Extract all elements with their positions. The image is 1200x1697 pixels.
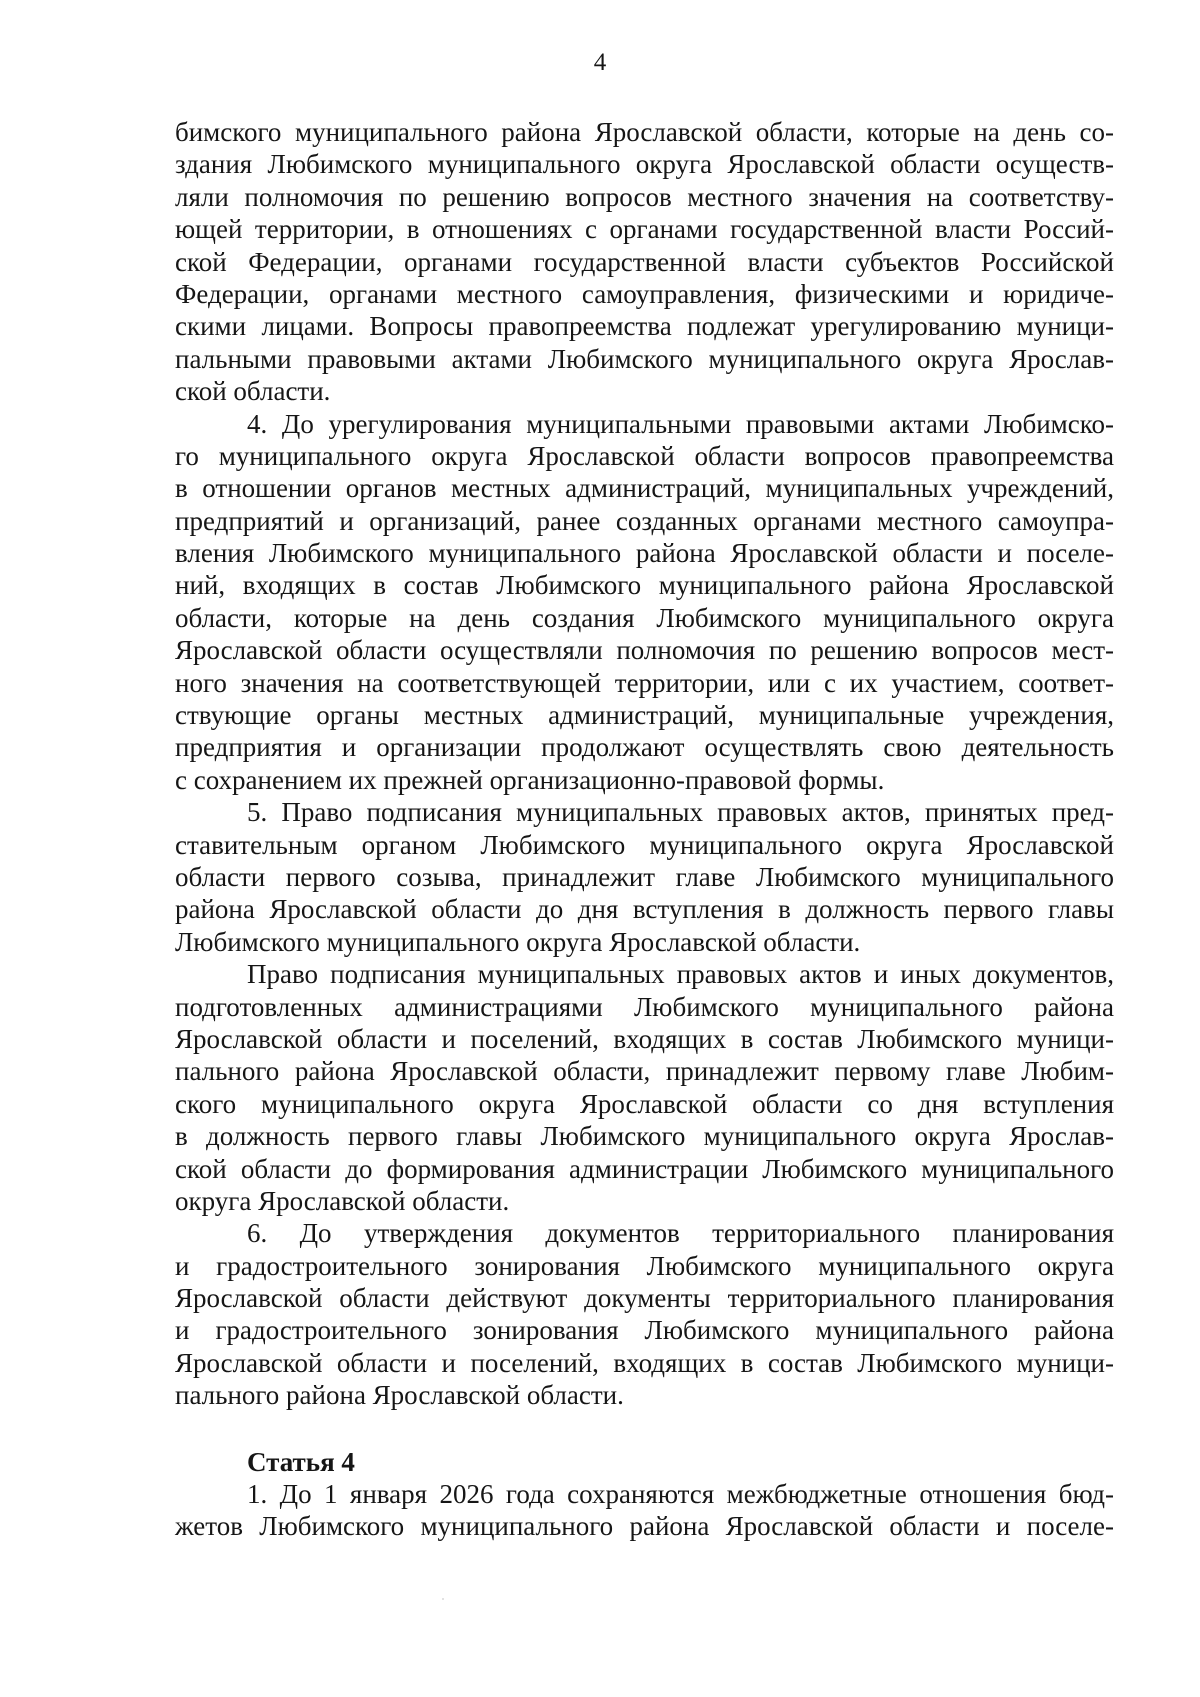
paragraph-4-first-line: 4. До урегулирования муниципальными правовыми актами Любимско- (247, 408, 1114, 439)
text-line: скими лицами. Вопросы правопреемства подлежат урегулированию муници- (175, 311, 1114, 342)
text-line: ствующие органы местных администраций, муниципальные учреждения, (175, 700, 1114, 731)
text-line: Ярославской области и поселений, входящих в состав Любимского муници- (175, 1347, 1114, 1378)
text-line: предприятия и организации продолжают осуществлять свою деятельность (175, 732, 1114, 763)
text-line: в отношении органов местных администраций, муниципальных учреждений, (175, 473, 1114, 504)
text-line: Ярославской области осуществляли полномочия по решению вопросов мест- (175, 635, 1114, 666)
text-line: ний, входящих в состав Любимского муниципального района Ярославской (175, 570, 1114, 601)
text-line: района Ярославской области до дня вступления в должность первого главы (175, 894, 1114, 925)
text-line: бимского муниципального района Ярославской области, которые на день со- (175, 117, 1114, 147)
document-body (175, 116, 1114, 1543)
text-line: ской области. (175, 376, 331, 407)
text-line: области, которые на день создания Любимского муниципального округа (175, 602, 1114, 633)
text-line: ской Федерации, органами государственной власти субъектов Российской (175, 246, 1114, 277)
text-line: и градостроительного зонирования Любимского муниципального района (175, 1315, 1114, 1346)
text-line: в должность первого главы Любимского муниципального округа Ярослав- (175, 1121, 1114, 1152)
text-line: Федерации, органами местного самоуправления, физическими и юридиче- (175, 278, 1114, 309)
paragraph-signing-first-line: Право подписания муниципальных правовых актов и иных документов, (247, 959, 1114, 990)
text-line: и градостроительного зонирования Любимского муниципального округа (175, 1250, 1114, 1281)
text-line: ющей территории, в отношениях с органами государственной власти Россий- (175, 214, 1114, 245)
text-line: го муниципального округа Ярославской области вопросов правопреемства (175, 440, 1114, 471)
text-line: здания Любимского муниципального округа Ярославской области осуществ- (175, 149, 1114, 180)
text-line: подготовленных администрациями Любимского муниципального района (175, 991, 1114, 1022)
paragraph-5-first-line: 5. Право подписания муниципальных правовых актов, принятых пред- (247, 797, 1114, 828)
text-line: ного значения на соответствующей территории, или с их участием, соответ- (175, 667, 1114, 698)
text-line: предприятий и организаций, ранее созданных органами местного самоупра- (175, 505, 1114, 536)
section-gap (175, 1412, 1114, 1446)
article-heading: Статья 4 (247, 1446, 355, 1477)
text-line: ляли полномочия по решению вопросов местного значения на соответству- (175, 181, 1114, 212)
text-line: пального района Ярославской области, принадлежит первому главе Любим- (175, 1056, 1114, 1087)
text-line: вления Любимского муниципального района Ярославской области и поселе- (175, 538, 1114, 569)
text-line: округа Ярославской области. (175, 1185, 510, 1216)
text-line: жетов Любимского муниципального района Ярославской области и поселе- (175, 1511, 1114, 1542)
text-line: Любимского муниципального округа Ярославской области. (175, 926, 861, 957)
text-line: Ярославской области действуют документы территориального планирования (175, 1283, 1114, 1314)
paragraph-6-first-line: 6. До утверждения документов территориального планирования (247, 1218, 1114, 1249)
text-line: ского муниципального округа Ярославской области со дня вступления (175, 1088, 1114, 1119)
text-line: ской области до формирования администрации Любимского муниципального (175, 1153, 1114, 1184)
text-line: области первого созыва, принадлежит главе Любимского муниципального (175, 861, 1114, 892)
article-4-first-line: 1. До 1 января 2026 года сохраняются межбюджетные отношения бюд- (247, 1479, 1114, 1510)
text-line: Ярославской области и поселений, входящих в состав Любимского муници- (175, 1023, 1114, 1054)
text-line: пального района Ярославской области. (175, 1380, 624, 1411)
scan-speck (442, 1598, 444, 1600)
page-number: 4 (593, 49, 607, 76)
text-line: с сохранением их прежней организационно-правовой формы. (175, 764, 885, 795)
text-line: пальными правовыми актами Любимского муниципального округа Ярослав- (175, 343, 1114, 374)
text-line: ставительным органом Любимского муниципального округа Ярославской (175, 829, 1114, 860)
